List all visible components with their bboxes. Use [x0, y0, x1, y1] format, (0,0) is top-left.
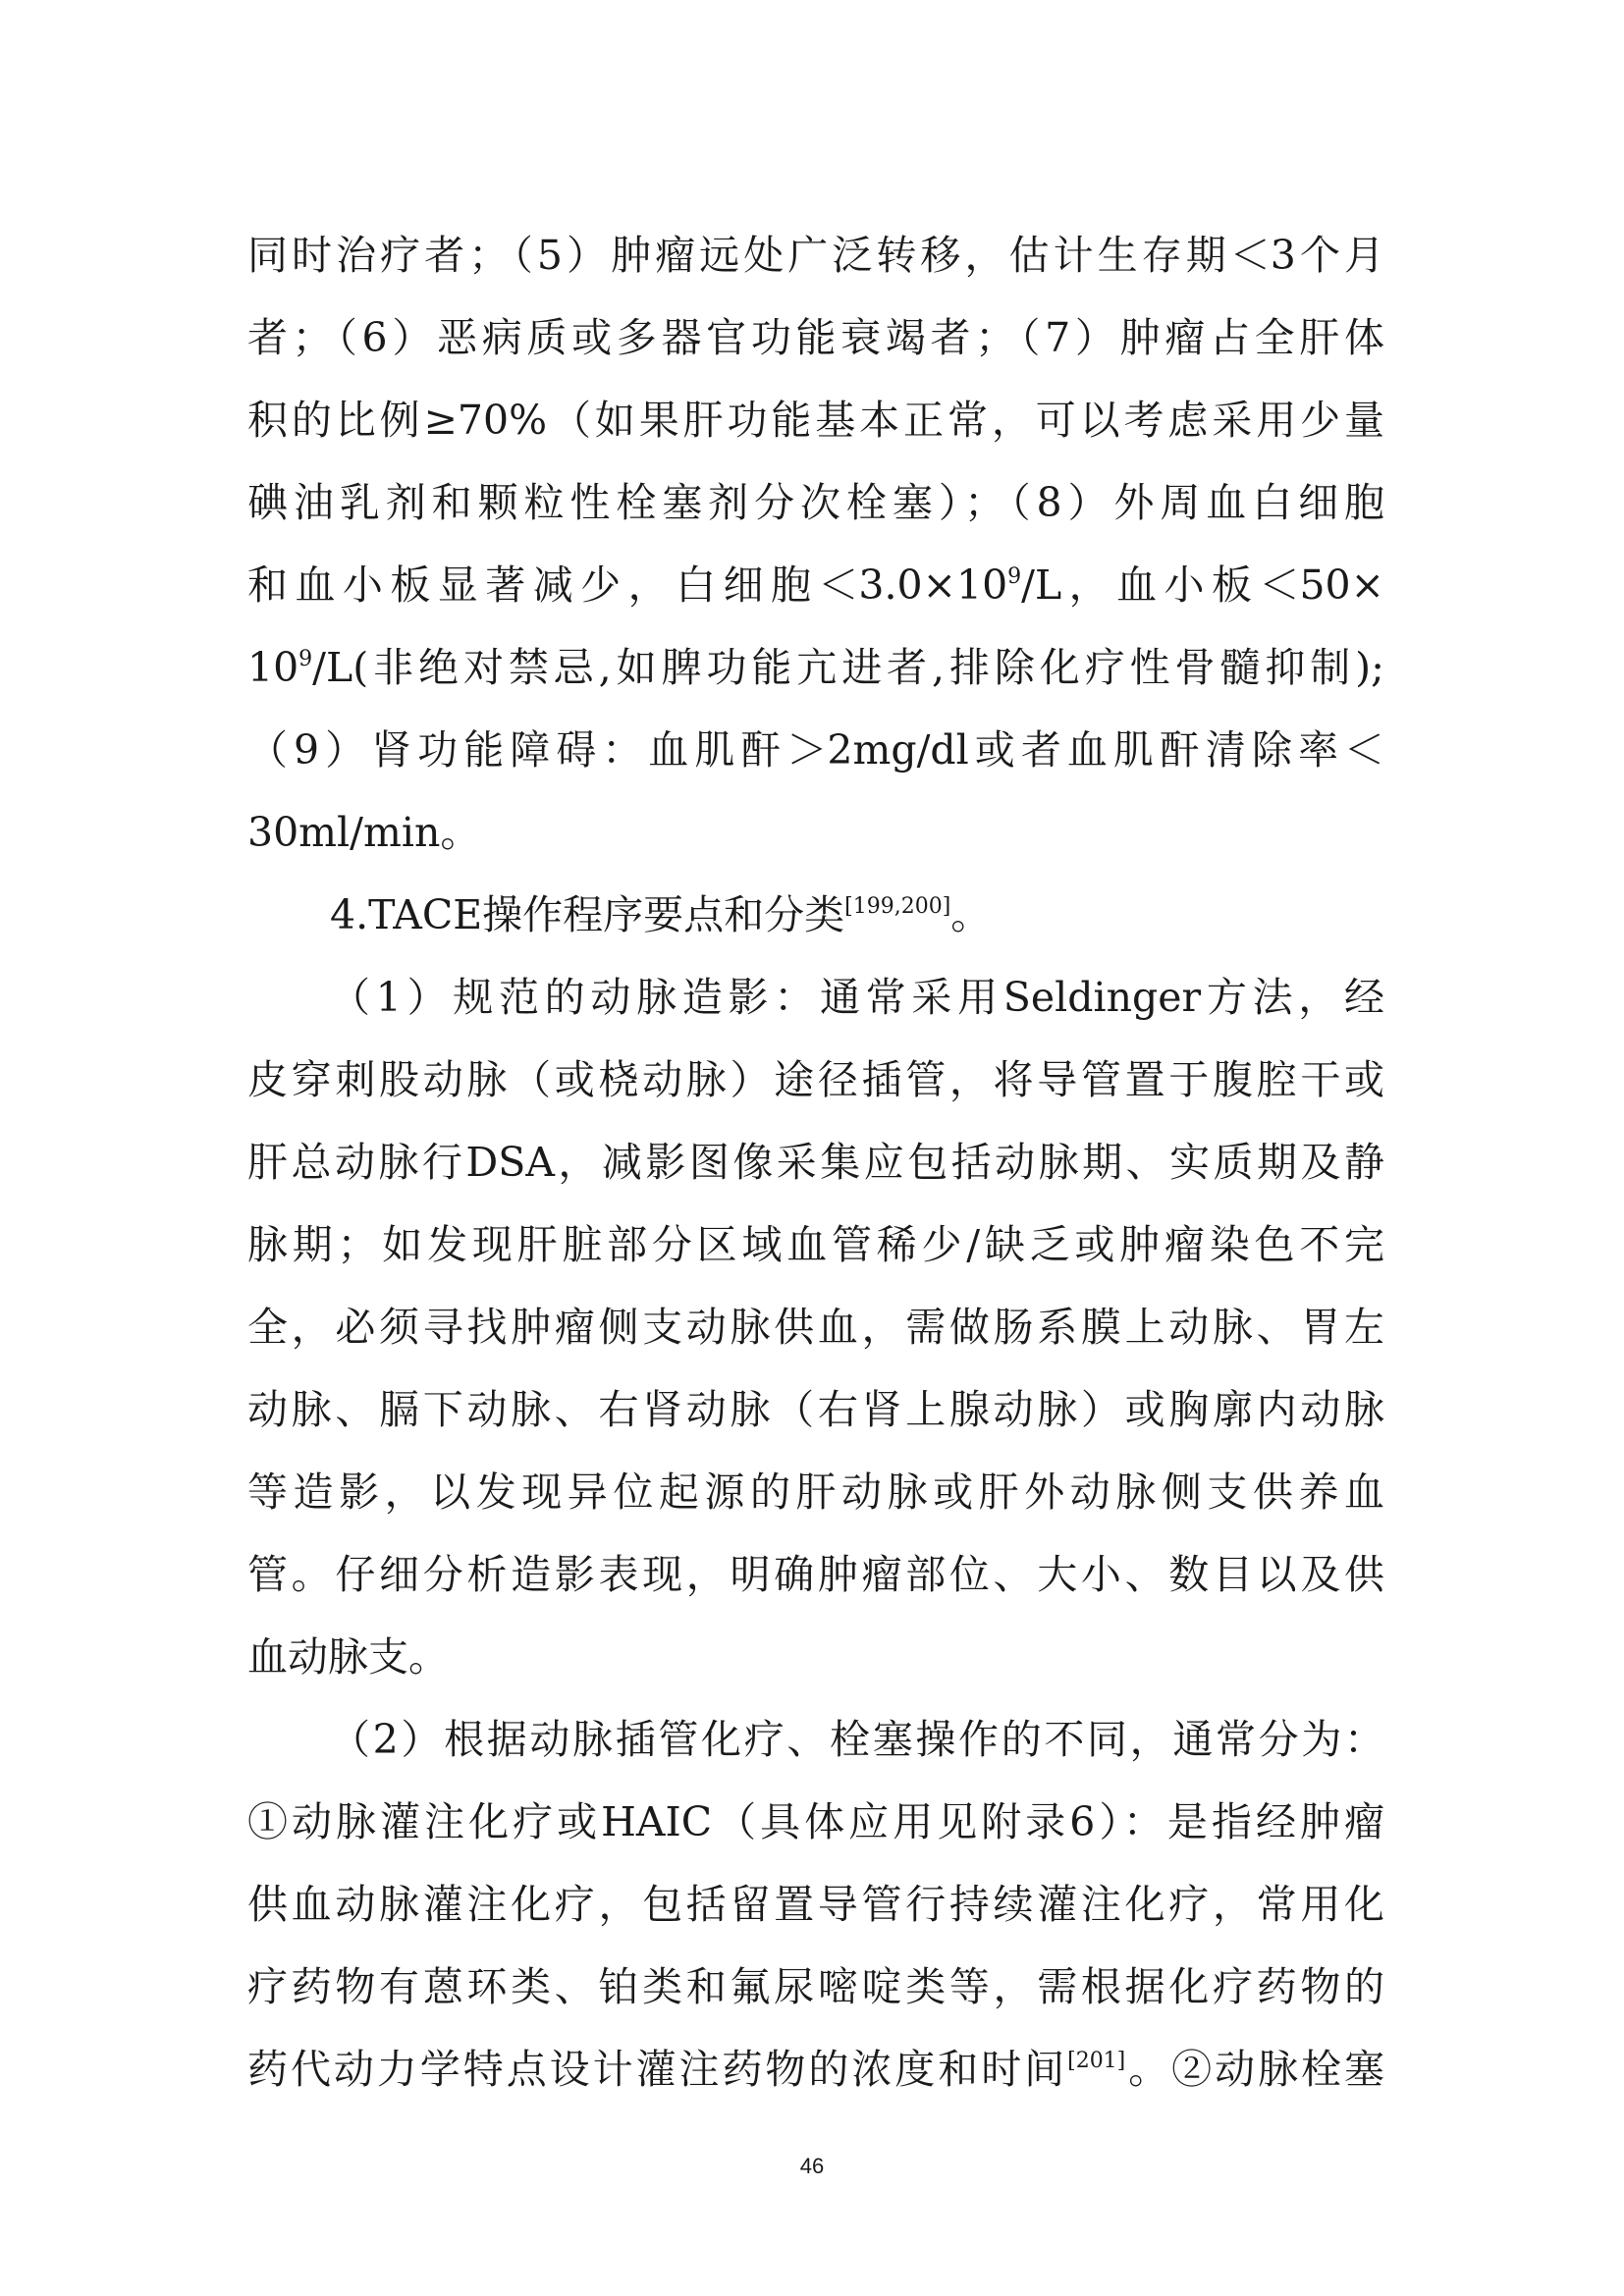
page-number: 46 [799, 2154, 825, 2178]
text-segment: /L(非绝对禁忌,如脾功能亢进者,排除化疗性骨髓抑制); [312, 644, 1384, 691]
text-line [247, 544, 1384, 626]
text-line: 脉期；如发现肝脏部分区域血管稀少/缺乏或肿瘤染色不完 [247, 1221, 1384, 1268]
text-line: 者；（6）恶病质或多器官功能衰竭者；（7）肿瘤占全肝体 [247, 314, 1384, 361]
text-line: （1）规范的动脉造影：通常采用Seldinger方法，经 [330, 974, 1384, 1021]
text-line: 同时治疗者；（5）肿瘤远处广泛转移，估计生存期＜3个月 [247, 232, 1384, 279]
text-segment: 10 [247, 644, 299, 691]
superscript: 9 [1007, 564, 1022, 589]
text-segment: 4.TACE操作程序要点和分类 [330, 891, 845, 938]
text-line: ①动脉灌注化疗或HAIC（具体应用见附录6）：是指经肿瘤 [247, 1798, 1384, 1845]
text-line: 积的比例≥70%（如果肝功能基本正常，可以考虑采用少量 [247, 397, 1384, 444]
text-line: （9）肾功能障碍：血肌酐＞2mg/dl或者血肌酐清除率＜ [247, 726, 1384, 774]
page-body [247, 214, 1384, 2110]
citation-superscript: [199,200] [844, 894, 951, 919]
text-segment: /L，血小板＜50× [1021, 561, 1384, 609]
text-line: 疗药物有蒽环类、铂类和氟尿嘧啶类等，需根据化疗药物的 [247, 1963, 1384, 2010]
text-line: 皮穿刺股动脉（或桡动脉）途径插管，将导管置于腹腔干或 [247, 1056, 1384, 1103]
text-line: 供血动脉灌注化疗，包括留置导管行持续灌注化疗，常用化 [247, 1881, 1384, 1928]
text-line [247, 626, 1384, 709]
text-line: 血动脉支。 [247, 1633, 449, 1681]
text-segment: 。 [950, 891, 992, 938]
text-line: 等造影，以发现异位起源的肝动脉或肝外动脉侧支供养血 [247, 1468, 1384, 1516]
text-line: （2）根据动脉插管化疗、栓塞操作的不同，通常分为： [330, 1716, 1384, 1763]
text-line: 管。仔细分析造影表现，明确肿瘤部位、大小、数目以及供 [247, 1551, 1384, 1598]
citation-superscript: [201] [1067, 2049, 1126, 2073]
text-line: 碘油乳剂和颗粒性栓塞剂分次栓塞）；（8）外周血白细胞 [247, 479, 1384, 526]
section-heading [247, 874, 1384, 956]
text-segment: 和血小板显著减少，白细胞＜3.0×10 [247, 561, 1008, 609]
text-segment: 。②动脉栓塞 [1125, 2046, 1384, 2093]
text-line: 全，必须寻找肿瘤侧支动脉供血，需做肠系膜上动脉、胃左 [247, 1304, 1384, 1351]
text-line: 动脉、膈下动脉、右肾动脉（右肾上腺动脉）或胸廓内动脉 [247, 1386, 1384, 1433]
text-line: 肝总动脉行DSA，减影图像采集应包括动脉期、实质期及静 [247, 1139, 1384, 1186]
superscript: 9 [298, 647, 313, 671]
text-segment: 药代动力学特点设计灌注药物的浓度和时间 [247, 2046, 1068, 2093]
text-line: 30ml/min。 [247, 809, 481, 856]
text-line [247, 2028, 1384, 2110]
